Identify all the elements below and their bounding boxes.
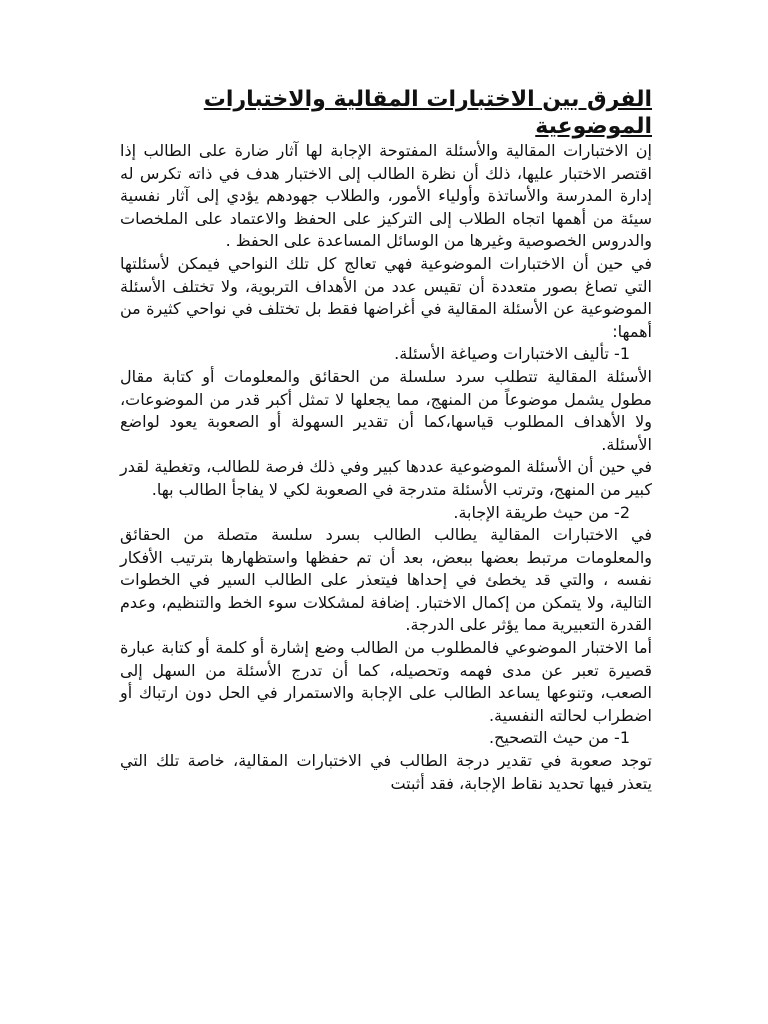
section-heading-grading: 1- من حيث التصحيح. xyxy=(489,728,630,748)
section-heading-authoring: 1- تأليف الاختبارات وصياغة الأسئلة. xyxy=(394,344,630,364)
document-page xyxy=(120,86,652,795)
paragraph-essay-authoring: الأسئلة المقالية تتطلب سرد سلسلة من الحقائق والمعلومات أو كتابة مقال مطول يشمل موضوعاً من المنهج، مما يجعلها لا تمثل أكبر قدر من الموضوعات، ولا الأهداف المطلوب قياسها،كما أن تقدير السهولة أو الصعوبة يعود لواضع الأسئلة. xyxy=(120,366,652,454)
page-title: الفرق بين الاختبارات المقالية والاختبارات الموضوعية xyxy=(203,87,652,139)
paragraph-objective-answering: أما الاختبار الموضوعي فالمطلوب من الطالب وضع إشارة أو كلمة أو كتابة عبارة قصيرة تعبر عن مدى فهمه وتحصيله، كما أن تدرج الأسئلة من السهل إلى الصعب، وتنوعها يساعد الطالب على الإجابة والاستمرار في الحل دون ارتباك أو اضطراب لحالته النفسية. xyxy=(120,638,652,725)
paragraph-essay-harms: إن الاختبارات المقالية والأسئلة المفتوحة الإجابة لها آثار ضارة على الطالب إذا اقتصر الاختبار عليها، ذلك أن نظرة الطالب إلى الاختبار هدف في ذاته تكرس له إدارة المدرسة والأساتذة وأولياء الأمور، والطلاب جهودهم يؤدي إلى آثار نفسية سيئة من أهمها اتجاه الطلاب إلى التركيز على الحفظ والاعتماد على الملخصات والدروس الخصوصية وغيرها من الوسائل المساعدة على الحفظ . xyxy=(120,141,652,251)
paragraph-essay-grading: توجد صعوبة في تقدير درجة الطالب في الاختبارات المقالية، خاصة تلك التي يتعذر فيها تحديد نقاط الإجابة، فقد أثبتت xyxy=(120,751,652,793)
paragraph-objective-advantages: في حين أن الاختبارات الموضوعية فهي تعالج كل تلك النواحي فيمكن لأسئلتها التي تصاغ بصور متعددة أن تقيس عدد من الأهداف التربوية، ولا تختلف الأسئلة الموضوعية عن الأسئلة المقالية في أغراضها فقط بل تختلف في نواحي كثيرة من أهمها: xyxy=(120,253,652,341)
paragraph-essay-answering: في الاختبارات المقالية يطالب الطالب بسرد سلسة متصلة من الحقائق والمعلومات مرتبط بعضها ببعض، بعد أن تم حفظها واستظهارها بترتيب الأفكار نفسه ، والتي قد يخطئ في إحداها فيتعذر على الطالب السير في الخطوات التالية، ولا يتمكن من إكمال الاختبار. إضافة لمشكلات سوء الخط والتنظيم، وعدم القدرة التعبيرية مما يؤثر على الدرجة. xyxy=(120,525,652,635)
paragraph-objective-authoring: في حين أن الأسئلة الموضوعية عددها كبير وفي ذلك فرصة للطالب، وتغطية لقدر كبير من المنهج، وترتب الأسئلة متدرجة في الصعوبة لكي لا يفاجأ الطالب بها. xyxy=(120,457,652,499)
section-heading-answering: 2- من حيث طريقة الإجابة. xyxy=(453,502,630,522)
